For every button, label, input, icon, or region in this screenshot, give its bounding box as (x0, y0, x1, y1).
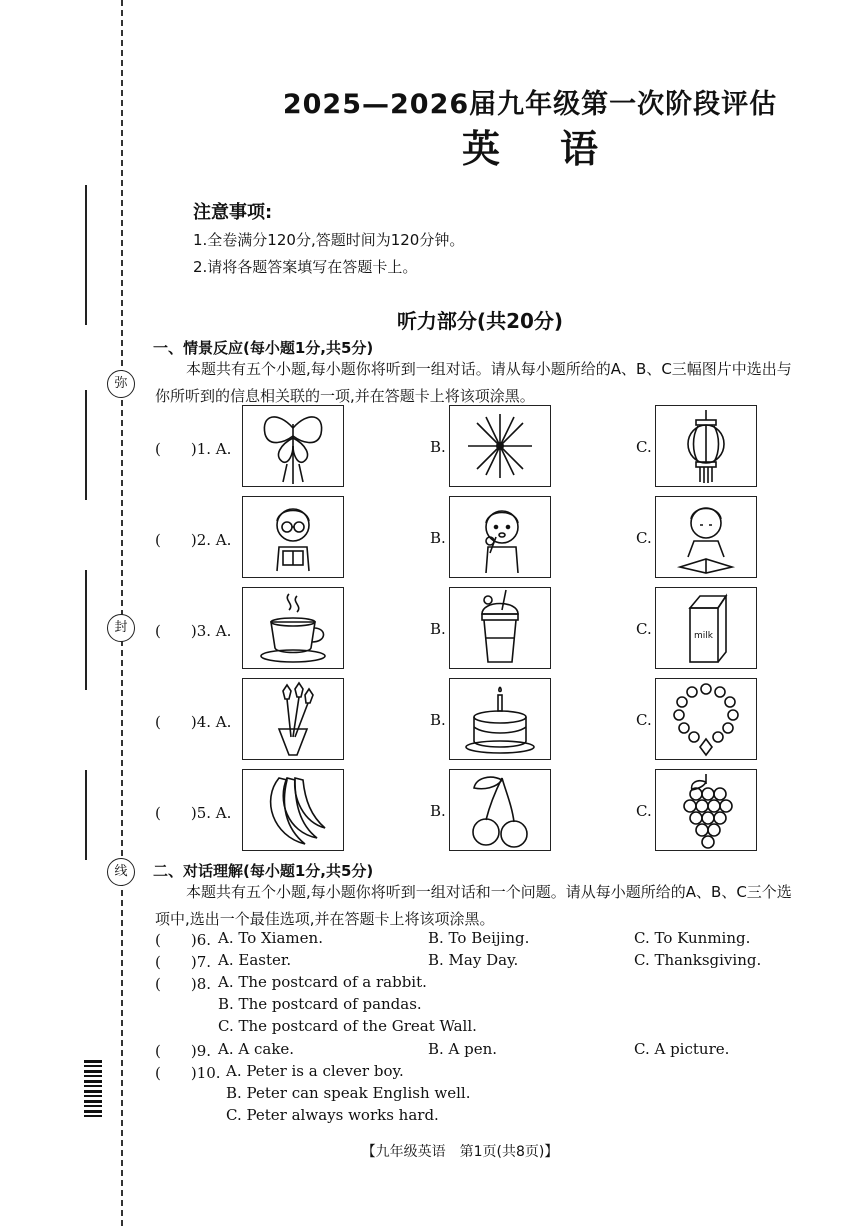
option-b: B. A pen. (428, 1040, 498, 1058)
question-number: ( )4. A. (155, 713, 232, 731)
option-c-label: C. (636, 529, 652, 547)
bananas-icon[interactable] (242, 769, 344, 851)
margin-rule (85, 770, 87, 860)
margin-seal-char: 弥 (107, 370, 135, 398)
milkshake-icon[interactable] (449, 587, 551, 669)
option-c-label: C. (636, 711, 652, 729)
section1-instruction: 本题共有五个小题,每小题你将听到一组对话。请从每小题所给的A、B、C三幅图片中选出与你所听到的信息相关联的一项,并在答题卡上将该项涂黑。 (155, 360, 792, 405)
question-number: ( )1. A. (155, 440, 232, 458)
margin-seal-char: 封 (107, 614, 135, 642)
option-b: B. May Day. (428, 951, 519, 969)
fireworks-icon[interactable] (449, 405, 551, 487)
birthday-cake-icon[interactable] (449, 678, 551, 760)
question-number: ( )3. A. (155, 622, 232, 640)
necklace-icon[interactable] (655, 678, 757, 760)
question-number: ( )5. A. (155, 804, 232, 822)
flowers-icon[interactable] (242, 678, 344, 760)
option-c-label: C. (636, 802, 652, 820)
margin-seal-char: 线 (107, 858, 135, 886)
option-b-label: B. (430, 529, 446, 547)
coffee-cup-icon[interactable] (242, 587, 344, 669)
cherries-icon[interactable] (449, 769, 551, 851)
option-a: A. Easter. (218, 951, 292, 969)
option-c: C. A picture. (634, 1040, 730, 1058)
note-item: 1.全卷满分120分,答题时间为120分钟。 (193, 231, 465, 249)
section2-title: 二、对话理解(每小题1分,共5分) (153, 862, 374, 880)
question-number: ( )6. (155, 931, 212, 949)
lantern-icon[interactable] (655, 405, 757, 487)
svg-text:milk: milk (694, 631, 713, 641)
notes-title: 注意事项: (193, 202, 273, 223)
margin-rule (85, 185, 87, 325)
question-number: ( )7. (155, 953, 212, 971)
grapes-icon[interactable] (655, 769, 757, 851)
note-item: 2.请将各题答案填写在答题卡上。 (193, 258, 418, 276)
section1-title: 一、情景反应(每小题1分,共5分) (153, 339, 374, 357)
option-b-label: B. (430, 802, 446, 820)
option-b: B. To Beijing. (428, 929, 530, 947)
option-c-label: C. (636, 438, 652, 456)
option-c: C. Peter always works hard. (226, 1106, 439, 1124)
listening-part-title: 听力部分(共20分) (396, 309, 564, 333)
option-c: C. Thanksgiving. (634, 951, 762, 969)
exam-title: 2025—2026届九年级第一次阶段评估 (282, 89, 778, 120)
boy-writing-icon[interactable] (655, 496, 757, 578)
option-a: A. The postcard of a rabbit. (218, 973, 427, 991)
binding-dashed-line (121, 0, 123, 1226)
section2-instruction: 本题共有五个小题,每小题你将听到一组对话和一个问题。请从每小题所给的A、B、C三个选项中,选出一个最佳选项,并在答题卡上将该项涂黑。 (155, 883, 792, 928)
boy-reading-icon[interactable] (242, 496, 344, 578)
exam-subject: 英语 (461, 127, 658, 171)
option-a: A. Peter is a clever boy. (226, 1062, 404, 1080)
option-b: B. The postcard of pandas. (218, 995, 422, 1013)
option-b-label: B. (430, 711, 446, 729)
option-b-label: B. (430, 620, 446, 638)
milk-carton-icon[interactable] (655, 587, 757, 669)
option-a: A. To Xiamen. (218, 929, 323, 947)
option-c: C. The postcard of the Great Wall. (218, 1017, 477, 1035)
option-c-label: C. (636, 620, 652, 638)
butterfly-kite-icon[interactable] (242, 405, 344, 487)
question-number: ( )8. (155, 975, 212, 993)
option-a: A. A cake. (218, 1040, 295, 1058)
page-footer: 【九年级英语 第1页(共8页)】 (361, 1144, 559, 1160)
question-number: ( )10. (155, 1064, 221, 1082)
option-b-label: B. (430, 438, 446, 456)
question-number: ( )2. A. (155, 531, 232, 549)
option-b: B. Peter can speak English well. (226, 1084, 471, 1102)
option-c: C. To Kunming. (634, 929, 751, 947)
margin-rule (85, 390, 87, 500)
question-number: ( )9. (155, 1042, 212, 1060)
margin-rule (85, 570, 87, 690)
barcode-strip (84, 1060, 102, 1120)
boy-eating-icon[interactable] (449, 496, 551, 578)
